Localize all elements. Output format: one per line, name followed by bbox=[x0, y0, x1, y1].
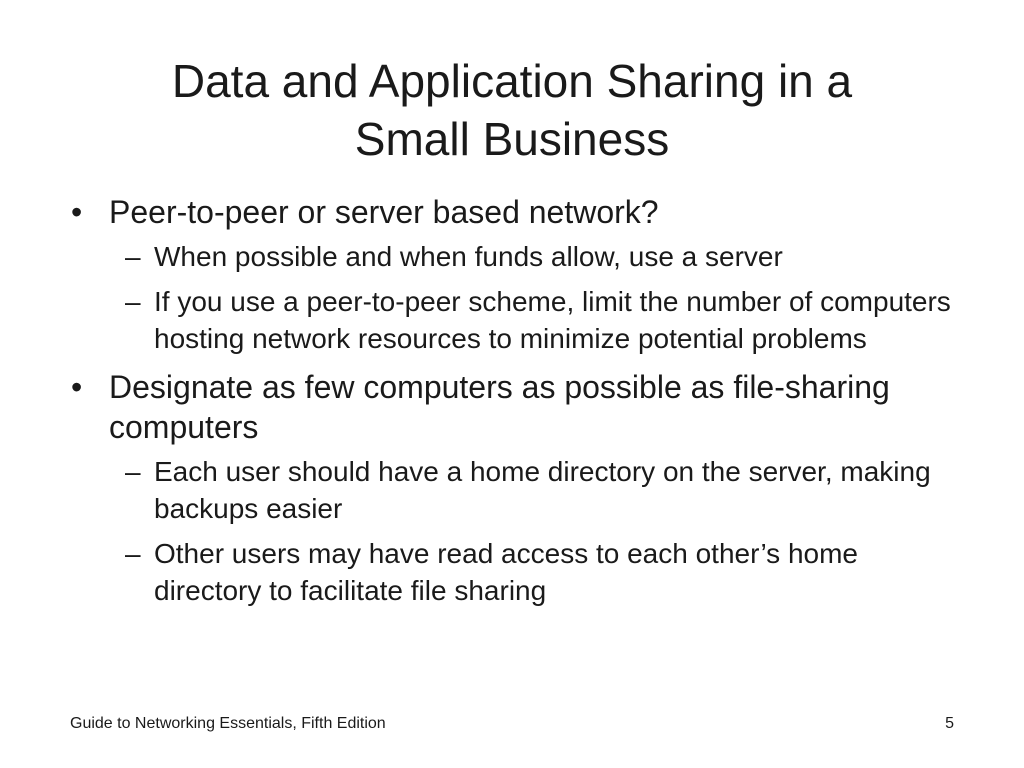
sub-bullet-list bbox=[70, 238, 970, 357]
dash-marker: – bbox=[125, 456, 141, 487]
sub-bullet-item bbox=[70, 535, 970, 609]
page-number: 5 bbox=[945, 715, 954, 732]
bullet-marker: • bbox=[71, 369, 83, 405]
bullet-item bbox=[70, 192, 970, 232]
dash-marker: – bbox=[125, 241, 141, 272]
sub-bullet-text: When possible and when funds allow, use a server bbox=[154, 241, 783, 272]
sub-bullet-text: If you use a peer-to-peer scheme, limit the number of computers hosting network resources to minimize potential problems bbox=[154, 286, 951, 354]
slide-title bbox=[60, 52, 964, 168]
bullet-item bbox=[70, 367, 970, 447]
footer-source: Guide to Networking Essentials, Fifth Edition bbox=[70, 715, 386, 732]
sub-bullet-list bbox=[70, 453, 970, 609]
bullet-marker: • bbox=[71, 194, 83, 230]
bullet-text: Designate as few computers as possible as file-sharing computers bbox=[109, 369, 890, 445]
slide-body bbox=[70, 192, 970, 619]
dash-marker: – bbox=[125, 286, 141, 317]
dash-marker: – bbox=[125, 538, 141, 569]
slide-title-line-2: Small Business bbox=[354, 113, 670, 165]
slide-title-line-1: Data and Application Sharing in a bbox=[171, 55, 853, 107]
bullet-text: Peer-to-peer or server based network? bbox=[109, 194, 659, 230]
sub-bullet-text: Each user should have a home directory on the server, making backups easier bbox=[154, 456, 931, 524]
sub-bullet-item bbox=[70, 453, 970, 527]
sub-bullet-item bbox=[70, 283, 970, 357]
sub-bullet-item bbox=[70, 238, 970, 275]
sub-bullet-text: Other users may have read access to each other’s home directory to facilitate file sharing bbox=[154, 538, 858, 606]
